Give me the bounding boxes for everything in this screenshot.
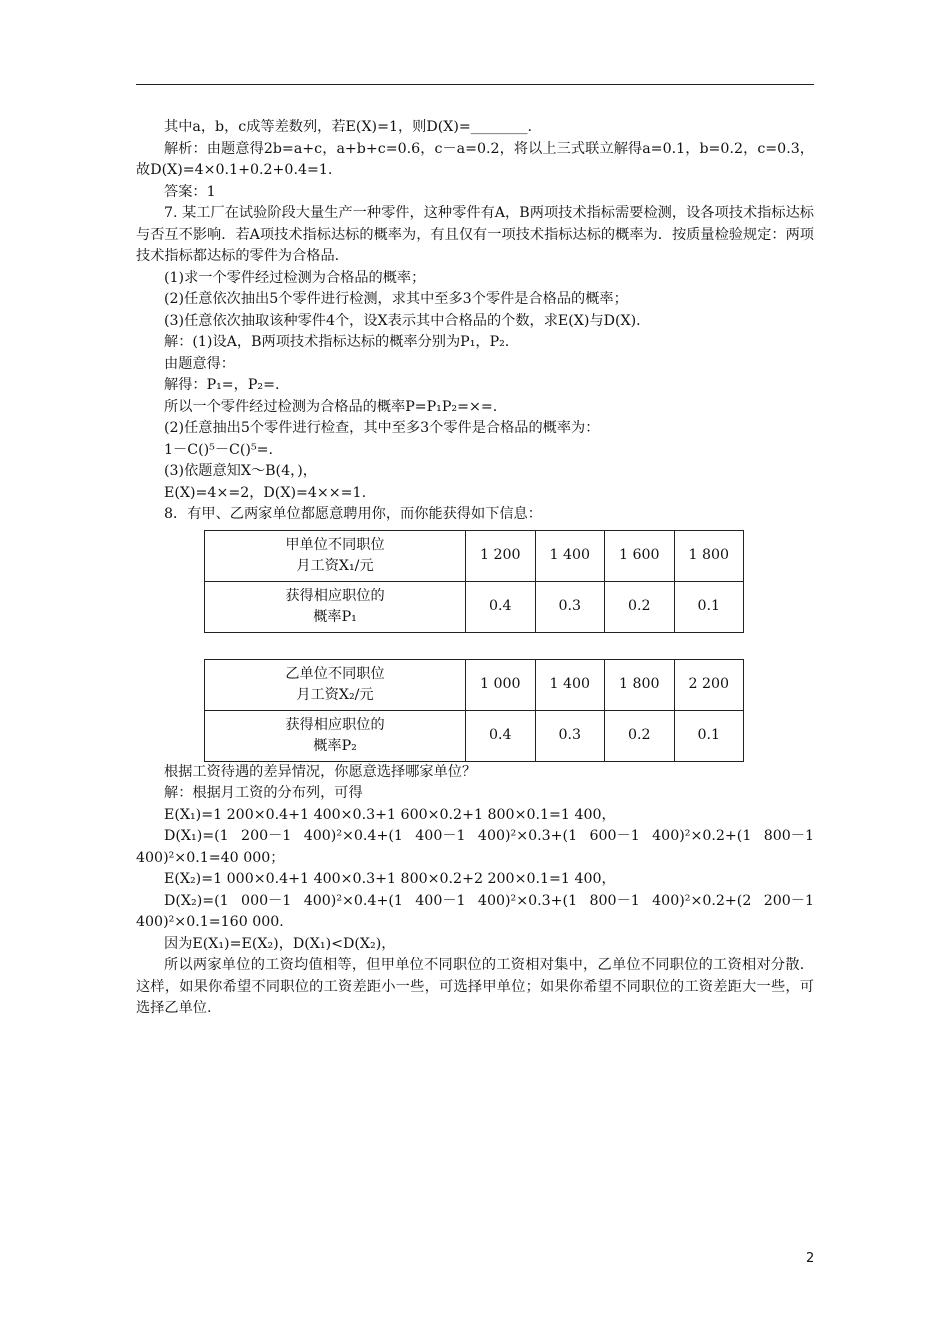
text-line: 1－C()⁵－C()⁵=.	[164, 441, 274, 458]
table-row	[205, 581, 744, 632]
text-line: E(X₁)=1 200×0.4+1 400×0.3+1 600×0.2+1 800×0.1=1 400，	[164, 806, 616, 823]
text-line: D(X₁)=(1 200－1 400)²×0.4+(1 400－1 400)²×0.3+(1 600－1 400)²×0.2+(1 800－1 400)²×0.1=40 000；	[136, 828, 819, 866]
table-cell: 0.2	[605, 581, 675, 632]
salary-table-yi	[204, 659, 744, 762]
table-cell: 0.1	[674, 710, 744, 761]
text-line: 其中a，b，c成等差数列，若E(X)=1，则D(X)=________.	[164, 119, 533, 135]
text-line: (2)任意依次抽出5个零件进行检测，求其中至多3个零件是合格品的概率；	[164, 291, 628, 307]
text-line: 答案：1	[164, 183, 216, 200]
question-7: 7. 某工厂在试验阶段大量生产一种零件，这种零件有A，B两项技术指标需要检测，设各项技术指标达标与否互不影响．若A项技术指标达标的概率为，有且仅有一项技术指标达标的概率为．按质量检验规定：两项技术指标都达标的零件为合格品.	[136, 205, 814, 264]
question-8: 8．有甲、乙两家单位都愿意聘用你，而你能获得如下信息：	[164, 506, 542, 522]
text-line: 所以一个零件经过检测为合格品的概率P=P₁P₂=×=.	[164, 398, 498, 415]
table-row	[205, 530, 744, 581]
conclusion: 所以两家单位的工资均值相等，但甲单位不同职位的工资相对集中，乙单位不同职位的工资相对分散．这样，如果你希望不同职位的工资差距小一些，可选择甲单位；如果你希望不同职位的工资差距大一些，可选择乙单位.	[136, 957, 814, 1016]
text-line: 解：根据月工资的分布列，可得	[164, 785, 363, 801]
text-line: 由题意得：	[164, 355, 235, 372]
table-cell: 0.4	[466, 710, 536, 761]
table-header-cell: 获得相应职位的 概率P₂	[205, 710, 466, 761]
text-line: (2)任意抽出5个零件进行检查，其中至多3个零件是合格品的概率为：	[164, 420, 600, 436]
text-line: (1)求一个零件经过检测为合格品的概率；	[164, 269, 426, 286]
table-cell: 0.3	[535, 710, 605, 761]
table-cell: 0.1	[674, 581, 744, 632]
text-line: (3)任意依次抽取该种零件4个，设X表示其中合格品的个数，求E(X)与D(X)．	[164, 312, 651, 329]
text-line: 解析：由题意得2b=a+c，a+b+c=0.6，c－a=0.2，将以上三式联立解得a=0.1，b=0.2，c=0.3，故D(X)=4×0.1+0.2+0.4=1.	[136, 140, 814, 178]
text-line: (3)依题意知X～B(4，)，	[164, 463, 317, 479]
page-number: 2	[806, 1251, 815, 1266]
table-cell: 1 600	[605, 530, 675, 581]
table-cell: 1 200	[466, 530, 536, 581]
text-line: 因为E(X₁)=E(X₂)，D(X₁)<D(X₂)，	[164, 935, 396, 952]
salary-table-jia	[204, 530, 744, 633]
text-line: 解：(1)设A，B两项技术指标达标的概率分别为P₁，P₂.	[164, 334, 510, 350]
table-cell: 0.2	[605, 710, 675, 761]
table-cell: 0.3	[535, 581, 605, 632]
table-cell: 1 400	[535, 530, 605, 581]
table-header-cell: 获得相应职位的 概率P₁	[205, 581, 466, 632]
text-line: 根据工资待遇的差异情况，你愿意选择哪家单位？	[164, 763, 477, 780]
text-line: 解得：P₁=，P₂=.	[164, 377, 280, 393]
text-line: E(X)=4×=2，D(X)=4××=1.	[164, 484, 367, 501]
table-row	[205, 710, 744, 761]
table-cell: 1 000	[466, 659, 536, 710]
header-rule	[136, 84, 814, 85]
table-cell: 1 800	[674, 530, 744, 581]
table-cell: 2 200	[674, 659, 744, 710]
text-line: E(X₂)=1 000×0.4+1 400×0.3+1 800×0.2+2 200×0.1=1 400，	[164, 871, 616, 887]
text-line: D(X₂)=(1 000－1 400)²×0.4+(1 400－1 400)²×0.3+(1 800－1 400)²×0.2+(2 200－1 400)²×0.1=160 000.	[136, 892, 819, 930]
table-cell: 1 400	[535, 659, 605, 710]
table-cell: 0.4	[466, 581, 536, 632]
table-row	[205, 659, 744, 710]
table-header-cell: 乙单位不同职位 月工资X₂/元	[205, 659, 466, 710]
table-header-cell: 甲单位不同职位 月工资X₁/元	[205, 530, 466, 581]
table-cell: 1 800	[605, 659, 675, 710]
page-content	[136, 117, 819, 1020]
